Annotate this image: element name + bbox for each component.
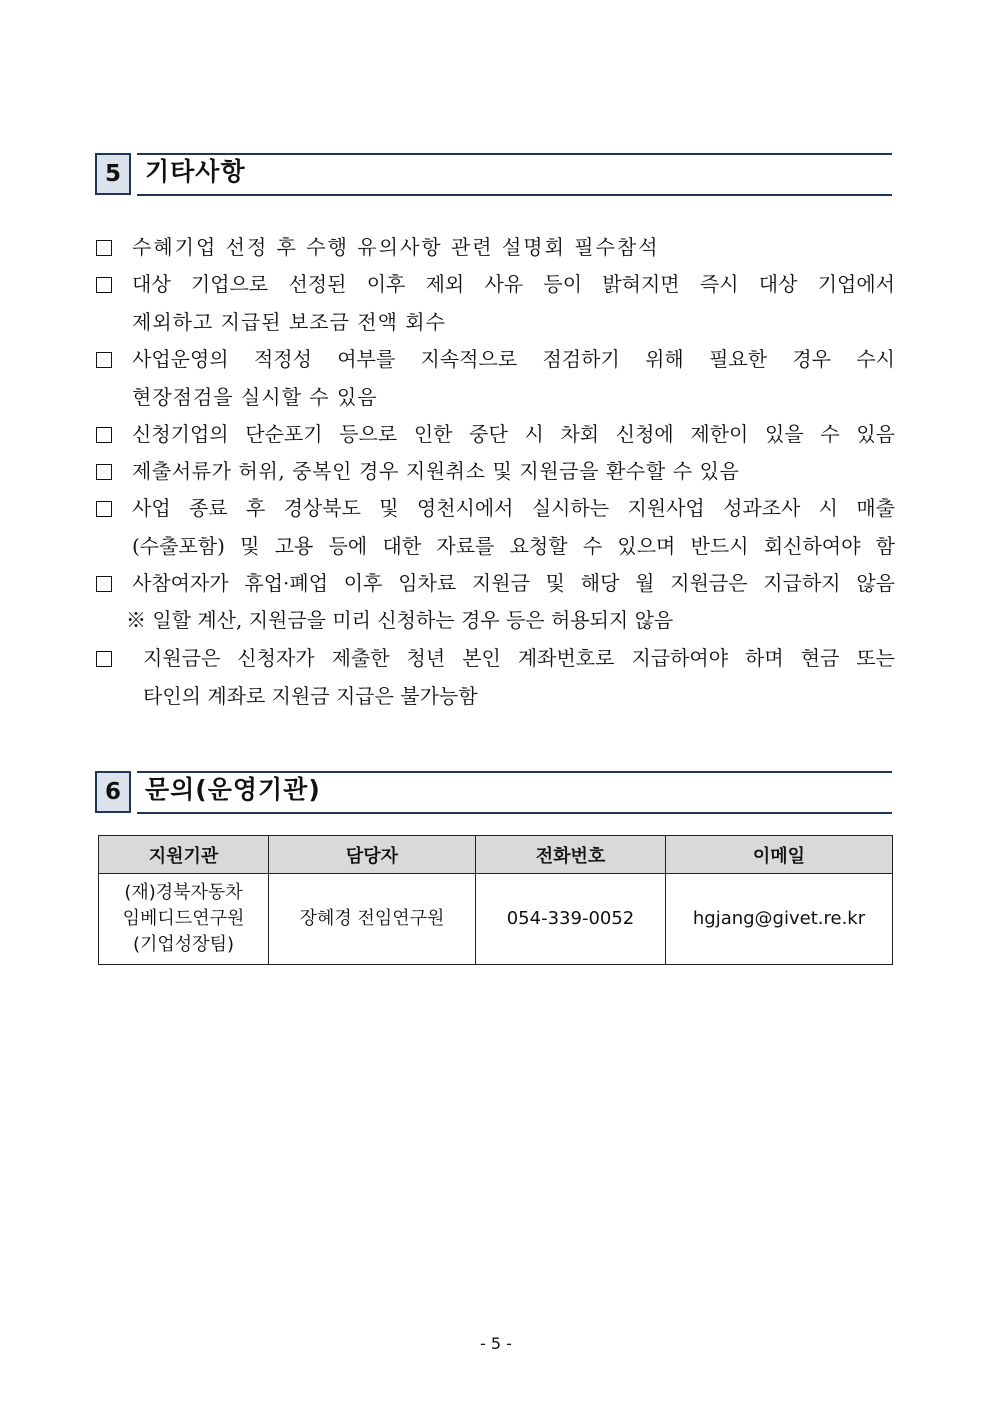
list-item bbox=[95, 341, 895, 416]
column-header-org: 지원기관 bbox=[99, 836, 269, 874]
item-text-continued: 제외하고 지급된 보조금 전액 회수 bbox=[132, 309, 446, 334]
item-text: 수혜기업 선정 후 수행 유의사항 관련 설명회 필수참석 bbox=[132, 235, 660, 259]
org-line: (기업성장팀) bbox=[133, 934, 234, 955]
section-5-title: 기타사항 bbox=[145, 157, 246, 186]
contact-table bbox=[98, 835, 893, 965]
checkbox-square-icon bbox=[96, 240, 112, 256]
list-item bbox=[95, 416, 895, 454]
list-item bbox=[95, 229, 895, 267]
section-6-number: 6 bbox=[95, 771, 131, 813]
org-line: 임베디드연구원 bbox=[122, 908, 245, 929]
checkbox-square-icon bbox=[96, 277, 112, 293]
checkbox-square-icon bbox=[96, 501, 112, 517]
cell-manager: 장혜경 전임연구원 bbox=[269, 874, 476, 965]
item-text: 지원금은 신청자가 제출한 청년 본인 계좌번호로 지급하여야 하며 현금 또는 bbox=[143, 646, 895, 670]
section-5-header bbox=[95, 153, 892, 199]
checkbox-square-icon bbox=[96, 651, 112, 667]
list-item bbox=[95, 490, 895, 565]
item-text: 사업운영의 적정성 여부를 지속적으로 점검하기 위해 필요한 경우 수시 bbox=[132, 347, 895, 371]
section-5-bottom-rule bbox=[137, 194, 892, 196]
section-6-header bbox=[95, 771, 892, 817]
item-text-continued: 현장점검을 실시할 수 있음 bbox=[132, 384, 378, 409]
checkbox-square-icon bbox=[96, 464, 112, 480]
item-text: 대상 기업으로 선정된 이후 제외 사유 등이 밝혀지면 즉시 대상 기업에서 bbox=[132, 272, 895, 296]
list-item bbox=[95, 266, 895, 341]
table-row bbox=[99, 874, 893, 965]
org-line: (재)경북자동차 bbox=[124, 882, 243, 903]
section-5-top-rule bbox=[137, 153, 892, 155]
item-text: 제출서류가 허위, 중복인 경우 지원취소 및 지원금을 환수할 수 있음 bbox=[132, 459, 740, 483]
page-number: - 5 - bbox=[480, 1334, 512, 1353]
checkbox-square-icon bbox=[96, 427, 112, 443]
checkbox-square-icon bbox=[96, 352, 112, 368]
item-text-continued: (수출포함) 및 고용 등에 대한 자료를 요청할 수 있으며 반드시 회신하여야 함 bbox=[132, 533, 895, 558]
list-item bbox=[95, 640, 895, 715]
item-text: 사업 종료 후 경상북도 및 영천시에서 실시하는 지원사업 성과조사 시 매출 bbox=[132, 496, 895, 520]
item-text-continued: 타인의 계좌로 지원금 지급은 불가능함 bbox=[143, 683, 478, 708]
item-text: 신청기업의 단순포기 등으로 인한 중단 시 차회 신청에 제한이 있을 수 있음 bbox=[132, 422, 895, 446]
list-item bbox=[95, 565, 895, 603]
item-text: 사참여자가 휴업·폐업 이후 임차료 지원금 및 해당 월 지원금은 지급하지 않음 bbox=[132, 571, 895, 595]
cell-org bbox=[99, 874, 269, 965]
column-header-email: 이메일 bbox=[666, 836, 893, 874]
table-header-row bbox=[99, 836, 893, 874]
checkbox-square-icon bbox=[96, 576, 112, 592]
cell-email: hgjang@givet.re.kr bbox=[666, 874, 893, 965]
cell-phone: 054-339-0052 bbox=[476, 874, 666, 965]
note-text: ※ 일할 계산, 지원금을 미리 신청하는 경우 등은 허용되지 않음 bbox=[126, 608, 674, 632]
column-header-phone: 전화번호 bbox=[476, 836, 666, 874]
section-5-number: 5 bbox=[95, 153, 131, 195]
section-6-bottom-rule bbox=[137, 812, 892, 814]
column-header-manager: 담당자 bbox=[269, 836, 476, 874]
list-item bbox=[95, 453, 895, 491]
section-6-title: 문의(운영기관) bbox=[145, 775, 321, 804]
